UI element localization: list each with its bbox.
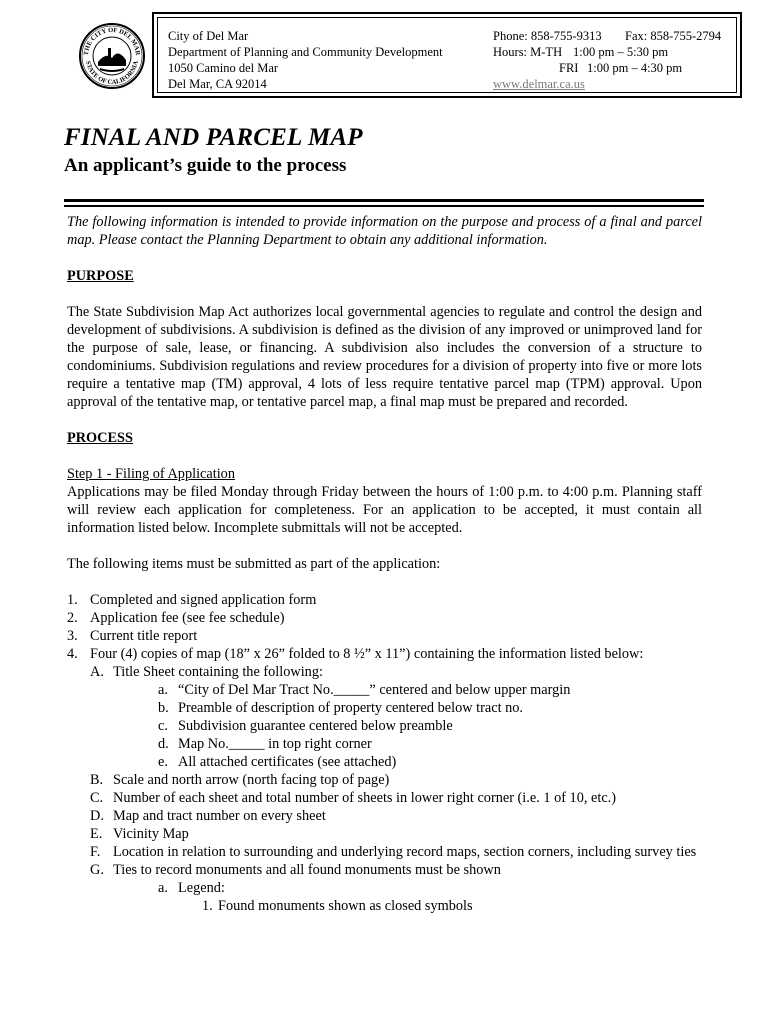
list-item: A. Title Sheet containing the following: a. “City of Del Mar Tract No._____” centered and below upper margin b. Preamble of description of property centered below tract no. c. Subdivision guarantee centered below preamble d. Map No._____ in top right corner e. All attached certificates (see attached) [90,663,702,771]
title-divider-thick [64,199,704,202]
document-title: FINAL AND PARCEL MAP [64,124,363,151]
list-item: C. Number of each sheet and total number of sheets in lower right corner (i.e. 1 of 10, etc.) [90,790,616,806]
title-sheet-list [113,681,702,771]
list-item: 3. Current title report [67,628,198,644]
list-item: G. Ties to record monuments and all found monuments must be shown a. Legend: 1. Found monuments shown as closed symbols [90,861,702,915]
purpose-heading: PURPOSE [67,268,134,284]
document-subtitle: An applicant’s guide to the process [64,155,347,176]
list-item: 4. Four (4) copies of map (18” x 26” folded to 8 ½” x 11”) containing the information listed below: A. Title Sheet containing the following: a. “City of Del Mar Tract No._____” centered and below upper margin b. Preamble of description of property centered below tract no. c. Subdivision guarantee centered below preamble d. Map No._____ in top right corner e. All attached certificates (see attached) B. Scale and north arrow (north facing top of page) C. Number of each sheet and total number of sheets in lower right corner (i.e. 1 of 10, etc.) D. Map and tract number on every sheet E. Vicinity Map F. Location in relation to surrounding and underlying record maps, section corners, including survey ties G. Ties to record monuments and all found monuments must be shown a. Legend: 1. Found monuments shown as closed symbols [67,645,702,915]
title-divider-thin [64,205,704,207]
hours-label: Hours: M-TH [493,45,563,59]
city-state-zip: Del Mar, CA 92014 [168,77,267,91]
map-requirements-list [90,663,702,915]
contact-block [493,28,722,92]
city-name: City of Del Mar [168,29,249,43]
submittal-list-intro: The following items must be submitted as part of the application: [67,556,441,572]
website-link[interactable]: www.delmar.ca.us [493,77,585,91]
phone-number: Phone: 858-755-9313 [493,29,602,43]
document-body [67,213,702,915]
list-item: F. Location in relation to surrounding and underlying record maps, section corners, including survey ties [90,844,697,860]
list-item: D. Map and tract number on every sheet [90,808,326,824]
contact-header-box [152,12,742,98]
intro-paragraph: The following information is intended to provide information on the purpose and process of a final and parcel map. Please contact the Planning Department to obtain any additional information. [67,214,702,248]
step1-heading: Step 1 - Filing of Application [67,466,235,482]
friday-label: FRI [559,61,579,75]
list-item: c. Subdivision guarantee centered below preamble [158,718,453,734]
svg-text:THE CITY OF DEL MAR: THE CITY OF DEL MAR [82,26,142,56]
process-heading: PROCESS [67,430,133,446]
list-item: a. “City of Del Mar Tract No._____” centered and below upper margin [158,682,571,698]
list-item: d. Map No._____ in top right corner [158,736,372,752]
purpose-paragraph: The State Subdivision Map Act authorizes local governmental agencies to regulate and control the design and development of subdivisions. A subdivision is defined as the division of any improved or unimproved land for the purpose of sale, lease, or financing. A subdivision also includes the conversion of a structure to condominiums. Subdivision regulations and review procedures for a division of property into five or more lots require a tentative map (TM) approval, 4 lots of less require tentative parcel map (TPM) approval. Upon approval of the tentative map, or tentative parcel map, a final map must be prepared and recorded. [67,304,702,410]
hours-friday: 1:00 pm – 4:30 pm [587,61,683,75]
svg-text:STATE OF CALIFORNIA: STATE OF CALIFORNIA [84,60,140,87]
hours-mon-thu: 1:00 pm – 5:30 pm [573,45,669,59]
ties-list [113,879,702,915]
fax-number: Fax: 858-755-2794 [625,29,722,43]
city-seal-logo [78,22,146,90]
list-item: e. All attached certificates (see attached) [158,754,397,770]
street-address: 1050 Camino del Mar [168,61,279,75]
department-name: Department of Planning and Community Development [168,45,443,59]
step1-paragraph: Applications may be filed Monday through Friday between the hours of 1:00 p.m. to 4:00 p.m. Planning staff will review each application for completeness. For an application to be accepted, it must contain all information listed below. Incomplete submittals will not be accepted. [67,484,702,536]
list-item: E. Vicinity Map [90,826,189,842]
list-item: b. Preamble of description of property centered below tract no. [158,700,523,716]
list-item: a. Legend: 1. Found monuments shown as closed symbols [158,879,702,915]
list-item: 1. Completed and signed application form [67,592,317,608]
legend-list [178,897,702,915]
list-item: 1. Found monuments shown as closed symbols [202,898,473,914]
submittal-list [67,591,702,915]
list-item: B. Scale and north arrow (north facing top of page) [90,772,390,788]
address-block [168,28,443,92]
list-item: 2. Application fee (see fee schedule) [67,610,285,626]
